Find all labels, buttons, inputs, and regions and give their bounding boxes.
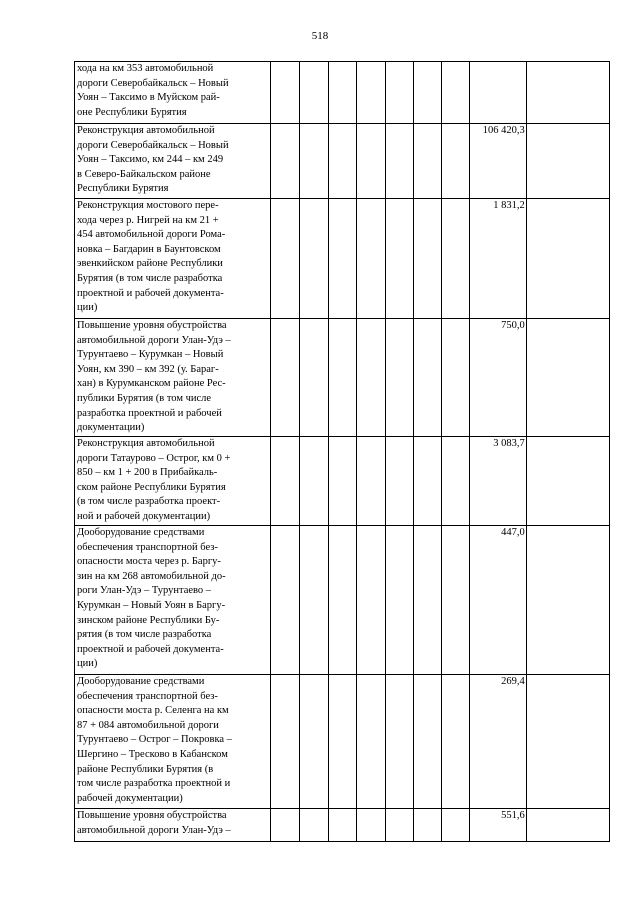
- empty-cell: [328, 199, 356, 319]
- empty-cell: [300, 809, 328, 842]
- empty-cell: [414, 124, 442, 199]
- empty-cell: [270, 437, 299, 526]
- amount-cell: 3 083,7: [469, 437, 526, 526]
- empty-cell: [300, 437, 328, 526]
- empty-cell: [270, 675, 299, 809]
- object-description: Реконструкция автомобильной дороги Татаурово – Острог, км 0 + 850 – км 1 + 200 в Прибайкаль- ском районе Республики Бурятия (в том числе разработка проект- ной и рабочей документации): [75, 437, 271, 526]
- empty-cell: [414, 199, 442, 319]
- empty-cell: [385, 437, 413, 526]
- empty-cell: [385, 675, 413, 809]
- empty-cell: [357, 124, 385, 199]
- empty-cell: [526, 319, 609, 437]
- empty-cell: [385, 319, 413, 437]
- empty-cell: [270, 62, 299, 124]
- empty-cell: [414, 675, 442, 809]
- empty-cell: [328, 675, 356, 809]
- empty-cell: [442, 319, 469, 437]
- empty-cell: [300, 319, 328, 437]
- empty-cell: [414, 526, 442, 675]
- object-description: Дооборудование средствами обеспечения транспортной без- опасности моста р. Селенга на км 87 + 084 автомобильной дороги Турунтаево – Острог – Покровка – Шергино – Тресково в Кабанском районе Республики Бурятия (в том числе разработка проектной и рабочей документации): [75, 675, 271, 809]
- empty-cell: [385, 526, 413, 675]
- empty-cell: [442, 124, 469, 199]
- amount-cell: [469, 62, 526, 124]
- empty-cell: [328, 526, 356, 675]
- object-description: хода на км 353 автомобильной дороги Северобайкальск – Новый Уоян – Таксимо в Муйском рай- оне Республики Бурятия: [75, 62, 271, 124]
- empty-cell: [414, 62, 442, 124]
- empty-cell: [385, 124, 413, 199]
- empty-cell: [526, 809, 609, 842]
- empty-cell: [270, 199, 299, 319]
- empty-cell: [300, 675, 328, 809]
- table-row: [75, 62, 610, 124]
- amount-cell: 1 831,2: [469, 199, 526, 319]
- object-description: Повышение уровня обустройства автомобильной дороги Улан-Удэ –: [75, 809, 271, 842]
- empty-cell: [442, 675, 469, 809]
- empty-cell: [270, 809, 299, 842]
- empty-cell: [385, 809, 413, 842]
- amount-cell: 551,6: [469, 809, 526, 842]
- empty-cell: [414, 437, 442, 526]
- object-description: Реконструкция автомобильной дороги Северобайкальск – Новый Уоян – Таксимо, км 244 – км 249 в Северо-Байкальском районе Республики Бурятия: [75, 124, 271, 199]
- empty-cell: [526, 62, 609, 124]
- empty-cell: [270, 319, 299, 437]
- empty-cell: [328, 124, 356, 199]
- empty-cell: [328, 62, 356, 124]
- table-row: [75, 124, 610, 199]
- table-row: [75, 319, 610, 437]
- object-description: Дооборудование средствами обеспечения транспортной без- опасности моста через р. Баргу- зин на км 268 автомобильной до- роги Улан-Удэ – Турунтаево – Курумкан – Новый Уоян в Баргу- зинском районе Республики Бу- рятия (в том числе разработка проектной и рабочей документа- ции): [75, 526, 271, 675]
- table-row: [75, 809, 610, 842]
- empty-cell: [526, 675, 609, 809]
- page-number: 518: [311, 30, 329, 42]
- empty-cell: [357, 526, 385, 675]
- empty-cell: [442, 437, 469, 526]
- empty-cell: [526, 199, 609, 319]
- empty-cell: [357, 437, 385, 526]
- empty-cell: [300, 124, 328, 199]
- empty-cell: [526, 526, 609, 675]
- empty-cell: [385, 62, 413, 124]
- object-description: Реконструкция мостового пере- хода через р. Нигрей на км 21 + 454 автомобильной дороги Рома- новка – Багдарин в Баунтовском эвенкийском районе Республики Бурятия (в том числе разработка проектной и рабочей документа- ции): [75, 199, 271, 319]
- table-row: [75, 526, 610, 675]
- amount-cell: 269,4: [469, 675, 526, 809]
- amount-cell: 447,0: [469, 526, 526, 675]
- empty-cell: [385, 199, 413, 319]
- table-row: [75, 199, 610, 319]
- empty-cell: [442, 526, 469, 675]
- empty-cell: [357, 809, 385, 842]
- table-row: [75, 437, 610, 526]
- empty-cell: [300, 199, 328, 319]
- empty-cell: [442, 199, 469, 319]
- budget-table: [74, 61, 610, 842]
- empty-cell: [270, 526, 299, 675]
- empty-cell: [328, 319, 356, 437]
- empty-cell: [414, 319, 442, 437]
- empty-cell: [442, 62, 469, 124]
- empty-cell: [357, 319, 385, 437]
- empty-cell: [526, 437, 609, 526]
- empty-cell: [357, 675, 385, 809]
- empty-cell: [442, 809, 469, 842]
- amount-cell: 106 420,3: [469, 124, 526, 199]
- empty-cell: [300, 62, 328, 124]
- empty-cell: [526, 124, 609, 199]
- table-row: [75, 675, 610, 809]
- empty-cell: [414, 809, 442, 842]
- object-description: Повышение уровня обустройства автомобильной дороги Улан-Удэ – Турунтаево – Курумкан – Новый Уоян, км 390 – км 392 (у. Бараг- хан) в Курумканском районе Рес- публики Бурятия (в том числе разработка проектной и рабочей документации): [75, 319, 271, 437]
- empty-cell: [357, 199, 385, 319]
- empty-cell: [300, 526, 328, 675]
- amount-cell: 750,0: [469, 319, 526, 437]
- empty-cell: [328, 809, 356, 842]
- empty-cell: [357, 62, 385, 124]
- empty-cell: [328, 437, 356, 526]
- empty-cell: [270, 124, 299, 199]
